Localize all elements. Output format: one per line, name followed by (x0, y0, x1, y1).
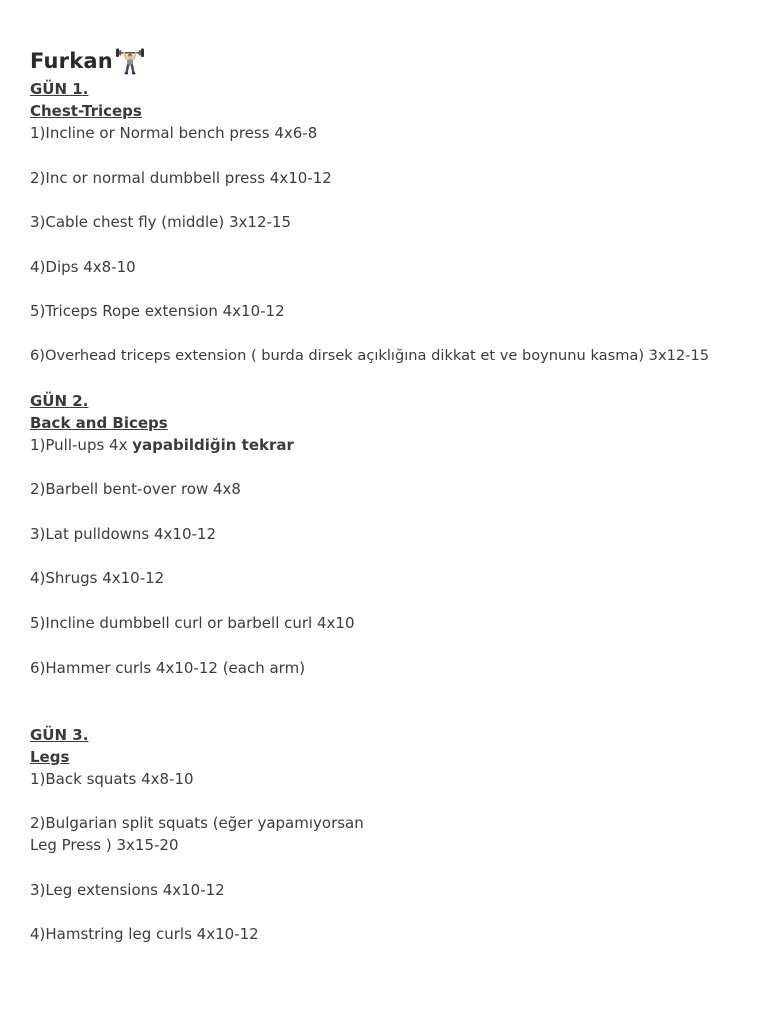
exercise-line: 6)Hammer curls 4x10-12 (each arm) (30, 658, 306, 677)
exercise-line (30, 434, 750, 456)
exercise-line: 2)Inc or normal dumbbell press 4x10-12 (30, 168, 332, 187)
exercise-bold-text: yapabildiğin tekrar (132, 435, 294, 454)
exercise-line-continued: Leg Press ) 3x15-20 (30, 836, 179, 855)
day-block-3 (30, 724, 750, 946)
exercise-line: 3)Lat pulldowns 4x10-12 (30, 524, 217, 543)
day-block-2 (30, 390, 750, 724)
exercise-line: 5)Triceps Rope extension 4x10-12 (30, 302, 285, 321)
note-title: Furkan (30, 49, 113, 73)
day-block-1 (30, 78, 750, 390)
exercise-line: 3)Leg extensions 4x10-12 (30, 880, 225, 899)
note-body[interactable] (30, 44, 750, 945)
day-subheading: Legs (30, 747, 70, 766)
day-heading: GÜN 3. (30, 725, 89, 744)
exercise-line: 2)Barbell bent-over row 4x8 (30, 480, 241, 499)
day-heading: GÜN 1. (30, 80, 89, 98)
exercise-line: 4)Dips 4x8-10 (30, 257, 136, 276)
exercise-text: 1)Pull-ups 4x (30, 435, 133, 454)
exercise-line: 3)Cable chest fly (middle) 3x12-15 (30, 213, 291, 232)
day-heading: GÜN 2. (30, 391, 89, 410)
exercise-line: 2)Bulgarian split squats (eğer yapamıyorsan (30, 814, 364, 833)
note-title-row (30, 44, 750, 78)
day-subheading: Back and Biceps (30, 413, 168, 432)
exercise-line: 5)Incline dumbbell curl or barbell curl 4x10 (30, 613, 355, 632)
exercise-line: 4)Hamstring leg curls 4x10-12 (30, 925, 259, 944)
exercise-line: 6)Overhead triceps extension ( burda dirsek açıklığına dikkat et ve boynunu kasma) 3x12-15 (30, 346, 710, 364)
exercise-line: 1)Back squats 4x8-10 (30, 769, 194, 788)
exercise-line: 4)Shrugs 4x10-12 (30, 569, 165, 588)
weightlifter-icon (115, 46, 145, 76)
exercise-line: 1)Incline or Normal bench press 4x6-8 (30, 124, 318, 142)
day-subheading: Chest-Triceps (30, 102, 142, 120)
